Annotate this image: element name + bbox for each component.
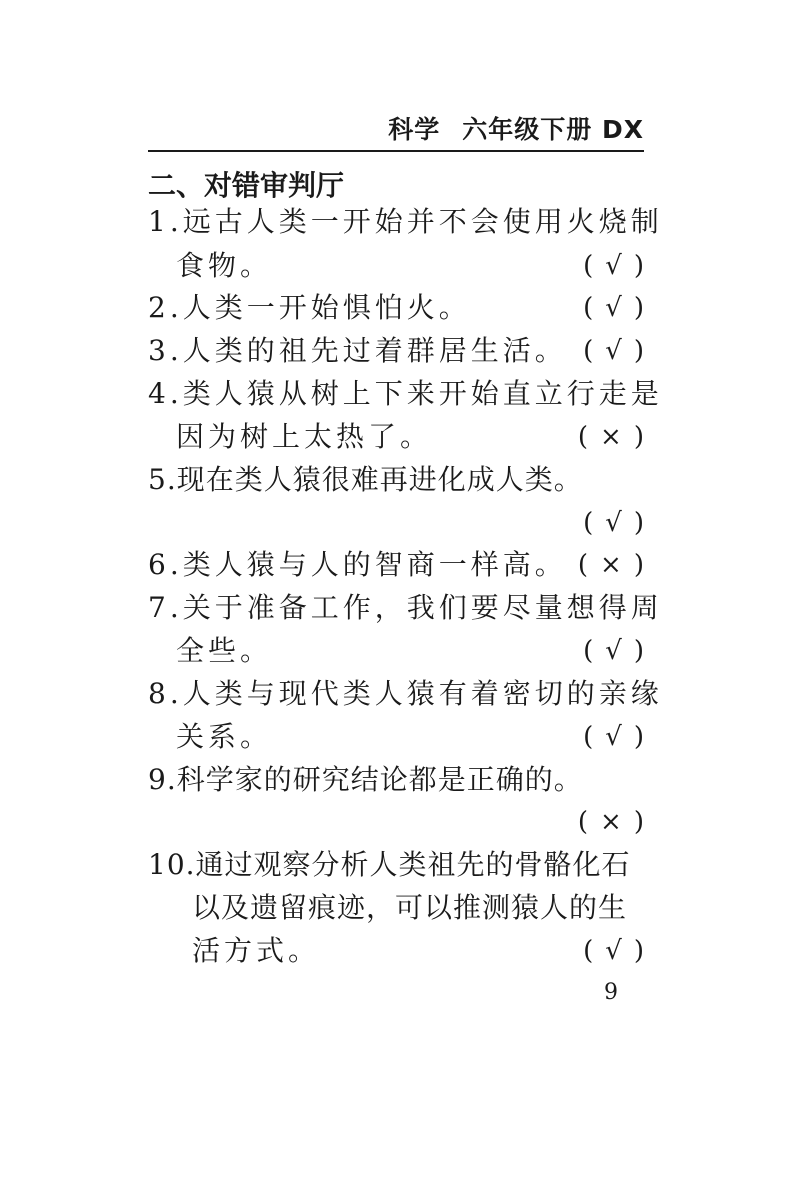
answer-mark-6: ( × ) [577,550,644,580]
header-rule [148,150,644,152]
question-8-line-1: 8.人类与现代类人猿有着密切的亲缘 [148,677,663,710]
question-3-line-1: 3.人类的祖先过着群居生活。 ( √ ) [148,331,644,371]
page-number: 9 [604,980,618,1005]
question-8-line-2: 关系。 ( √ ) [148,717,644,757]
answer-mark-7: ( √ ) [583,636,644,666]
question-10-line-3: 活方式。 ( √ ) [148,931,644,971]
question-1-line-1: 1.远古人类一开始并不会使用火烧制 [148,205,663,238]
question-9-line-1: 9.科学家的研究结论都是正确的。 [148,763,583,796]
answer-mark-2: ( √ ) [583,293,644,323]
header-subject: 科学 [388,115,441,144]
question-1-line-2: 食物。 ( √ ) [148,246,644,286]
question-5-line-2 [148,503,644,543]
question-7-line-2: 全些。 ( √ ) [148,631,644,671]
page-header [148,110,644,146]
answer-mark-8: ( √ ) [583,722,644,752]
question-7-line-1: 7.关于准备工作，我们要尽量想得周 [148,591,663,624]
question-9-line-2 [148,802,644,842]
answer-mark-3: ( √ ) [583,336,644,366]
question-4-line-2: 因为树上太热了。 ( × ) [148,417,644,457]
question-2-line-1: 2.人类一开始惧怕火。 ( √ ) [148,288,644,328]
header-grade: 六年级下册 DX [462,115,644,144]
question-5-line-1: 5.现在类人猿很难再进化成人类。 [148,463,583,496]
question-10-line-2: 以及遗留痕迹，可以推测猿人的生 [192,891,628,924]
question-6-line-1: 6.类人猿与人的智商一样高。 ( × ) [148,545,644,585]
answer-mark-10: ( √ ) [583,936,644,966]
answer-mark-9: ( × ) [577,807,644,837]
answer-mark-4: ( × ) [577,422,644,452]
section-title: 二、对错审判厅 [148,169,345,202]
answer-mark-1: ( √ ) [583,251,644,281]
answer-mark-5: ( √ ) [583,508,644,538]
question-10-line-1: 10.通过观察分析人类祖先的骨骼化石 [148,848,631,881]
question-4-line-1: 4.类人猿从树上下来开始直立行走是 [148,377,663,410]
